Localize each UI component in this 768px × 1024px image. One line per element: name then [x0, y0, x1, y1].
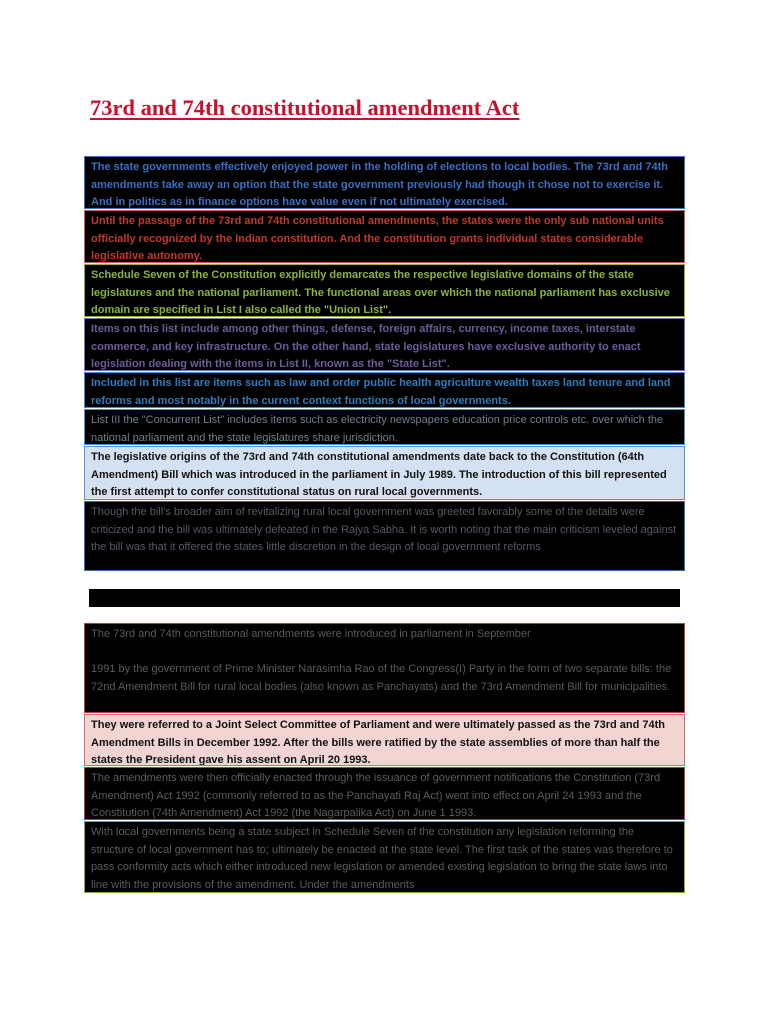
paragraph-introduced-line2: 1991 by the government of Prime Minister Narasimha Rao of the Congress(I) Party in the form of two separate bills: the 72nd Amendment Bill for rural local bodies (also known as Panchayats) and the 73rd Amendment Bill for municipalities.	[91, 663, 672, 693]
paragraph-conformity-acts: With local governments being a state subject in Schedule Seven of the constitution any legislation reforming the structure of local government has to; ultimately be enacted at the state level. The first task of the states was therefore to pass conformity acts which either introduced new legislation or amended existing legislation to bring the state laws into line with the provisions of the amendment. Under the amendments	[84, 821, 685, 893]
paragraph-state-list-items: Included in this list are items such as law and order public health agriculture wealth taxes land tenure and land reforms and most notably in the current context functions of local governments.	[84, 372, 685, 408]
paragraph-schedule-seven: Schedule Seven of the Constitution explicitly demarcates the respective legislative domains of the state legislatures and the national parliament. The functional areas over which the national parliament has exclusive domain are specified in List I also called the "Union List".	[84, 264, 685, 317]
black-divider-bar	[89, 589, 680, 607]
paragraph-elections: The state governments effectively enjoyed power in the holding of elections to local bodies. The 73rd and 74th amendments take away an option that the state government previously had though it chose not to exercise it. And in politics as in finance options have value even if not ultimately exercised.	[84, 156, 685, 209]
paragraph-introduced-line1: The 73rd and 74th constitutional amendments were introduced in parliament in September	[91, 628, 531, 640]
paragraph-bill-defeated: Though the bill's broader aim of revitalizing rural local government was greeted favorably some of the details were criticized and the bill was ultimately defeated in the Rajya Sabha. It is worth noting that the main criticism leveled against the bill was that it offered the states little discretion in the design of local government reforms	[84, 501, 685, 571]
paragraph-sub-national-units: Until the passage of the 73rd and 74th constitutional amendments, the states were the only sub national units officially recognized by the Indian constitution. And the constitution grants individual states considerable legislative autonomy.	[84, 210, 685, 263]
paragraph-introduced-1991	[84, 623, 685, 713]
paragraph-enactment: The amendments were then officially enacted through the issuance of government notifications the Constitution (73rd Amendment) Act 1992 (commonly referred to as the Panchayati Raj Act) went into effect on April 24 1993 and the Constitution (74th Amendment) Act 1992 (the Nagarpalika Act) on June 1 1993.	[84, 767, 685, 820]
page-title: 73rd and 74th constitutional amendment Act	[90, 95, 520, 120]
paragraph-legislative-origins: The legislative origins of the 73rd and 74th constitutional amendments date back to the Constitution (64th Amendment) Bill which was introduced in the parliament in July 1989. The introduction of this bill represented the first attempt to confer constitutional status on rural local governments.	[84, 446, 685, 500]
paragraph-concurrent-list: List III the "Concurrent List" includes items such as electricity newspapers education price controls etc. over which the national parliament and the state legislatures share jurisdiction.	[84, 409, 685, 445]
paragraph-union-list-items: Items on this list include among other things, defense, foreign affairs, currency, income taxes, interstate commerce, and key infrastructure. On the other hand, state legislatures have exclusive authority to enact legislation dealing with the items in List II, known as the "State List".	[84, 318, 685, 371]
paragraph-spacer	[91, 644, 678, 662]
paragraph-joint-select-committee: They were referred to a Joint Select Committee of Parliament and were ultimately passed as the 73rd and 74th Amendment Bills in December 1992. After the bills were ratified by the state assemblies of more than half the states the President gave his assent on April 20 1993.	[84, 714, 685, 766]
